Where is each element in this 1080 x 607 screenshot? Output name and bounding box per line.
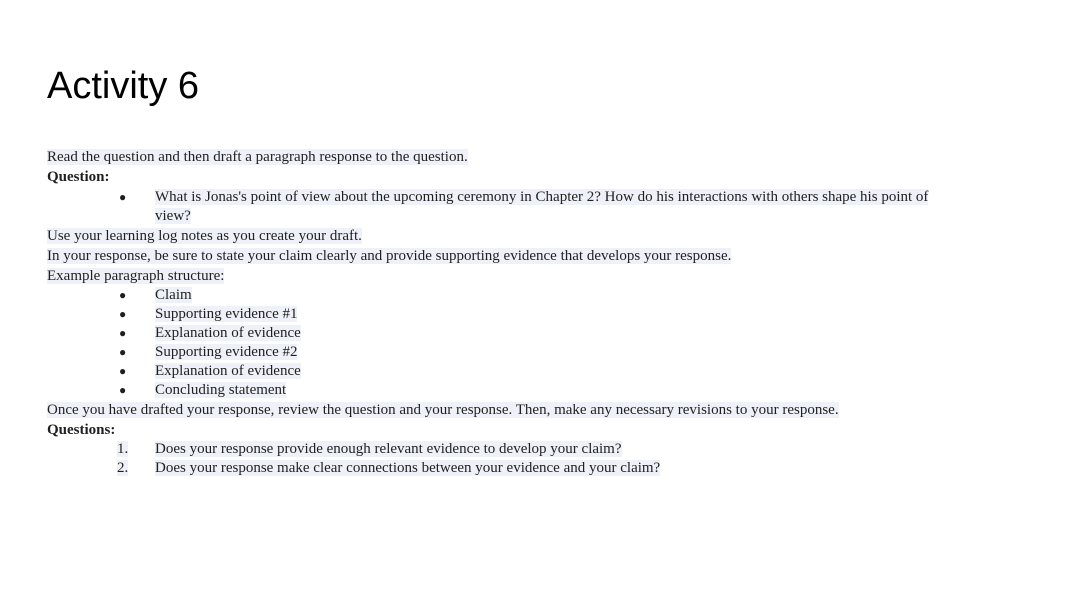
question-label: Question: bbox=[47, 169, 110, 185]
question-text-line-1: What is Jonas's point of view about the upcoming ceremony in Chapter 2? How do his interactions with others shape his point of bbox=[155, 189, 929, 205]
question-text-line-2: view? bbox=[155, 208, 191, 224]
list-item bbox=[47, 305, 1037, 324]
list-item bbox=[47, 343, 1037, 362]
structure-item-text: Explanation of evidence bbox=[155, 363, 301, 379]
bullet-icon: ● bbox=[119, 307, 127, 321]
review-questions-list bbox=[47, 440, 1037, 478]
list-item bbox=[47, 459, 1037, 478]
list-item bbox=[47, 362, 1037, 381]
structure-list bbox=[47, 286, 1037, 400]
structure-item-text: Claim bbox=[155, 287, 192, 303]
page-title: Activity 6 bbox=[47, 65, 200, 107]
bullet-icon: ● bbox=[119, 345, 127, 359]
structure-item-text: Supporting evidence #1 bbox=[155, 306, 298, 322]
list-item bbox=[47, 381, 1037, 400]
intro-text: Read the question and then draft a paragraph response to the question. bbox=[47, 149, 468, 165]
bullet-icon: ● bbox=[119, 383, 127, 397]
bullet-icon: ● bbox=[119, 326, 127, 340]
structure-item-text: Concluding statement bbox=[155, 382, 287, 398]
list-item bbox=[47, 440, 1037, 459]
revision-instruction: Once you have drafted your response, review the question and your response. Then, make any necessary revisions to your response. bbox=[47, 402, 839, 418]
question-item bbox=[47, 188, 1037, 226]
structure-item-text: Supporting evidence #2 bbox=[155, 344, 298, 360]
bullet-icon: ● bbox=[119, 190, 127, 204]
questions-label: Questions: bbox=[47, 422, 116, 438]
list-number: 2. bbox=[117, 460, 129, 476]
bullet-icon: ● bbox=[119, 364, 127, 378]
structure-item-text: Explanation of evidence bbox=[155, 325, 301, 341]
list-number: 1. bbox=[117, 441, 129, 457]
list-item bbox=[47, 324, 1037, 343]
instruction-claim: In your response, be sure to state your claim clearly and provide supporting evidence that develops your response. bbox=[47, 248, 732, 264]
activity-body bbox=[47, 147, 1037, 478]
instruction-draft: Use your learning log notes as you create your draft. bbox=[47, 228, 362, 244]
structure-label: Example paragraph structure: bbox=[47, 268, 225, 284]
review-question-text: Does your response provide enough relevant evidence to develop your claim? bbox=[155, 441, 622, 457]
list-item bbox=[47, 286, 1037, 305]
bullet-icon: ● bbox=[119, 288, 127, 302]
review-question-text: Does your response make clear connections between your evidence and your claim? bbox=[155, 460, 661, 476]
